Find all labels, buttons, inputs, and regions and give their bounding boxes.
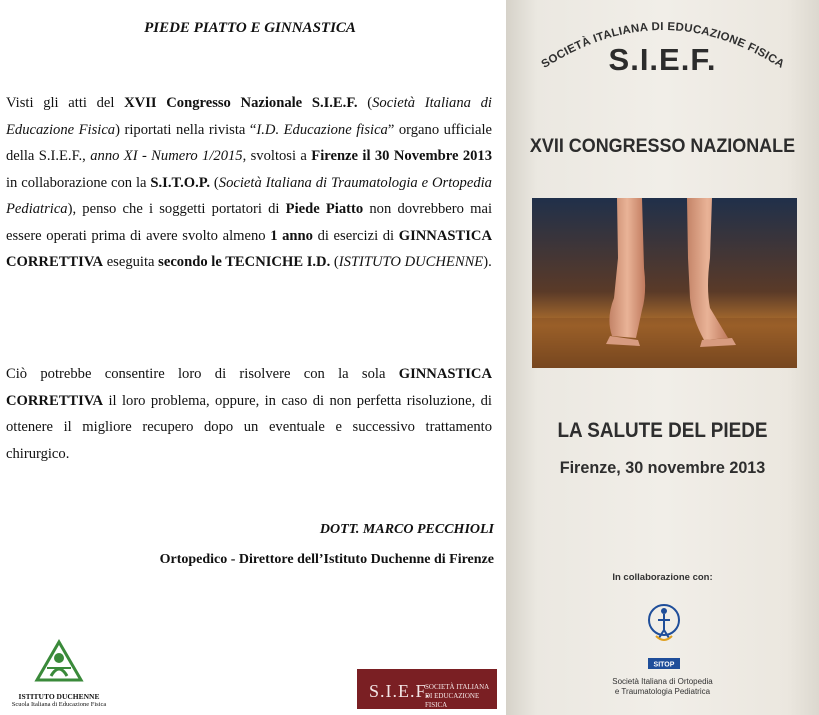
text-run: ( bbox=[210, 174, 219, 191]
sitop-line-1: Società Italiana di Ortopedia bbox=[612, 677, 713, 686]
bold-run: XVII Congresso Nazionale S.I.E.F. bbox=[124, 95, 358, 111]
sitop-description bbox=[506, 677, 819, 697]
text-run: Visti gli atti del bbox=[6, 95, 125, 111]
italic-run: Società Italiana di Educazione Fisica bbox=[6, 95, 492, 138]
paragraph-congress bbox=[6, 90, 492, 276]
text-run: ” organo ufficiale della S.I.E.F., bbox=[6, 121, 493, 164]
bold-run: GINNASTICA CORRETTIVA bbox=[6, 227, 492, 270]
sief-banner-title: S.I.E.F. bbox=[369, 681, 431, 701]
text-run: il loro problema, oppure, in caso di non perfetta risoluzione, di ottenere il migliore recupero dopo un eventuale e successivo trattamento chirurgico. bbox=[6, 392, 492, 462]
page-title: PIEDE PIATTO E GINNASTICA bbox=[144, 20, 356, 36]
sief-title: S.I.E.F. bbox=[608, 42, 717, 77]
text-run: ). bbox=[483, 254, 492, 270]
text-run: in collaborazione con la bbox=[6, 174, 151, 191]
sief-banner-subtitle: SOCIETÀ ITALIANA DI EDUCAZIONE FISICA bbox=[425, 683, 489, 709]
congress-brochure bbox=[506, 0, 819, 715]
italic-run: ISTITUTO DUCHENNE bbox=[338, 254, 484, 270]
sitop-logo-icon bbox=[646, 600, 682, 674]
italic-run: Società Italiana di Traumatologia e Ortopedia Pediatrica bbox=[6, 174, 492, 217]
text-run: ) riportati nella rivista “ bbox=[115, 121, 257, 138]
collaboration-label: In collaborazione con: bbox=[612, 572, 713, 583]
italic-run: I.D. Educazione fisica bbox=[256, 121, 388, 138]
bold-run: Piede Piatto bbox=[285, 201, 364, 217]
sitop-label: SITOP bbox=[653, 661, 675, 669]
bold-run: secondo le TECNICHE I.D. bbox=[158, 254, 331, 270]
text-run: ( bbox=[357, 95, 373, 111]
sitop-line-2: e Traumatologia Pediatrica bbox=[614, 687, 711, 696]
congress-title: XVII CONGRESSO NAZIONALE bbox=[529, 135, 796, 157]
text-run: Ciò potrebbe consentire loro di risolvere con la sola bbox=[6, 366, 399, 382]
text-run: di esercizi di bbox=[312, 227, 399, 244]
bold-run: 1 anno bbox=[270, 227, 313, 244]
feet-photo bbox=[532, 198, 797, 368]
sief-banner-logo bbox=[357, 669, 497, 709]
duchenne-logo bbox=[4, 638, 114, 710]
text-run: eseguita bbox=[103, 254, 159, 270]
text-run: non dovrebbero mai essere operati prima di avere svolto almeno bbox=[6, 201, 492, 244]
event-title: LA SALUTE DEL PIEDE bbox=[557, 419, 768, 442]
bold-run: S.I.T.O.P. bbox=[150, 174, 211, 191]
bold-run: GINNASTICA CORRETTIVA bbox=[6, 366, 492, 409]
signature-name: DOTT. MARCO PECCHIOLI bbox=[319, 522, 494, 537]
paragraph-conclusion bbox=[6, 361, 492, 467]
duchenne-logo-name: ISTITUTO DUCHENNE bbox=[18, 692, 100, 701]
bold-run: Firenze il 30 Novembre 2013 bbox=[311, 148, 493, 164]
text-run: ( bbox=[330, 254, 339, 270]
duchenne-logo-subtitle: Scuola Italiana di Educazione Fisica bbox=[11, 701, 107, 708]
tiptoe-feet-image bbox=[532, 198, 797, 368]
text-run: ), penso che i soggetti portatori di bbox=[67, 201, 286, 217]
signature-role: Ortopedico - Direttore dell’Istituto Duchenne di Firenze bbox=[159, 552, 494, 567]
duchenne-emblem-icon bbox=[29, 638, 89, 686]
italic-run: anno XI - Numero 1/2015 bbox=[90, 148, 243, 164]
text-run: , svoltosi a bbox=[242, 148, 312, 164]
arc-text-path: SOCIETÀ ITALIANA DI EDUCAZIONE FISICA bbox=[539, 20, 787, 71]
event-date: Firenze, 30 novembre 2013 bbox=[559, 458, 766, 477]
